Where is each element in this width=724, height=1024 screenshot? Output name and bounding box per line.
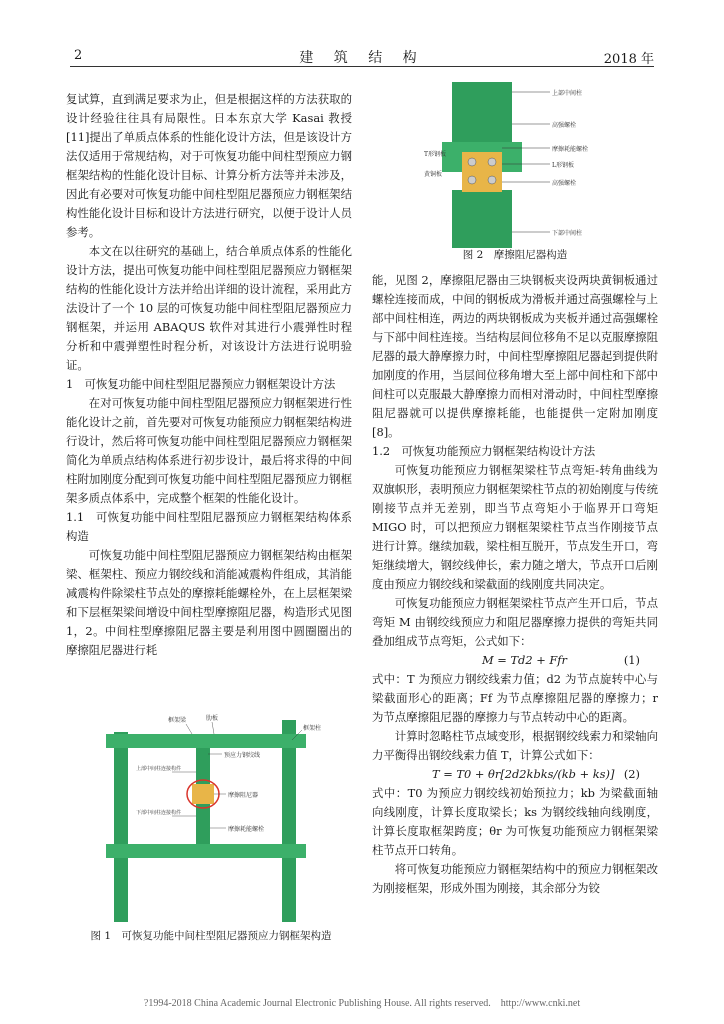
equation-1-number: (1) xyxy=(623,653,640,667)
equation-2-number: (2) xyxy=(623,767,640,781)
journal-title: 建 筑 结 构 xyxy=(299,50,425,66)
label-friction-bolt: 摩擦耗能螺栓 xyxy=(552,146,589,153)
year: 2018 年 xyxy=(603,52,654,67)
label-lower-column: 下部中间柱 xyxy=(552,230,583,237)
section-heading-1: 1 可恢复功能中间柱型阻尼器预应力钢框架设计方法 xyxy=(66,377,336,391)
friction-damper xyxy=(192,784,214,804)
paragraph: 将可恢复功能预应力钢框架结构中的预应力钢框架改为刚接框架，形成外围为刚接，其余部分为铰 xyxy=(372,862,658,895)
label-lower-connector: 下部中间柱连接构件 xyxy=(136,810,182,816)
label-high-strength-bolt-2: 高强螺栓 xyxy=(552,180,577,187)
top-beam xyxy=(106,734,306,748)
equation-1-body: M = Td2 + Ffr xyxy=(482,653,567,667)
bottom-beam xyxy=(106,844,306,858)
bolt xyxy=(488,176,496,184)
page-number: 2 xyxy=(74,48,83,63)
label-high-strength-bolt: 高强螺栓 xyxy=(552,122,577,129)
page-header xyxy=(70,44,654,66)
label-upper-column: 上部中间柱 xyxy=(552,90,583,97)
section-heading-1-2: 1.2 可恢复功能预应力钢框架结构设计方法 xyxy=(372,444,596,458)
label-prestressed-strand: 预应力钢绞线 xyxy=(224,752,261,759)
bolt xyxy=(468,176,476,184)
label-brass-plate: 黄铜板 xyxy=(424,171,443,178)
brass-plate xyxy=(462,152,502,192)
label-upper-connector: 上部中间柱连接构件 xyxy=(136,766,182,772)
paragraph: 计算时忽略柱节点域变形，根据钢绞线索力和梁轴向力平衡得出钢绞线索力值 T，计算公式如下： xyxy=(372,729,658,762)
label-friction-bolt: 摩擦耗能螺栓 xyxy=(228,826,265,833)
paragraph: 本文在以往研究的基础上，结合单质点体系的性能化设计方法，提出可恢复功能中间柱型阻尼器预应力钢框架结构的性能化设计方法并给出详细的设计流程，采用此方法设计了一个 10 层的可恢复功能中间柱型阻尼器预应力钢框架，并运用 ABAQUS 软件对其进行小震弹性时程分析和中震弹塑性时程分析，对该设计方法进行说明验证。 xyxy=(66,244,352,372)
paragraph: 可恢复功能预应力钢框架梁柱节点弯矩-转角曲线为双旗帜形，表明预应力钢框架梁柱节点的初始刚度与传统刚接节点并无差别，即当节点弯矩小于临界开口弯矩 MIGO 时，可以把预应力钢框架梁柱节点当作刚接节点进行计算。继续加载，梁柱相互脱开，节点发生开口，弯矩继续增大，钢绞线伸长，索力随之增大，节点开口后刚度由预应力钢绞线和梁截面的线刚度共同决定。 xyxy=(372,463,658,591)
label-frame-column: 框架柱 xyxy=(303,725,322,732)
label-friction-damper: 摩擦阻尼器 xyxy=(228,792,259,799)
copyright-footer: ?1994-2018 China Academic Journal Electronic Publishing House. All rights reserved. http://www.cnki.net xyxy=(143,998,581,1009)
paragraph: 可恢复功能中间柱型阻尼器预应力钢框架结构由框架梁、框架柱、预应力钢绞线和消能减震构件组成，其消能减震构件除梁柱节点处的摩擦耗能螺栓外，在上层框架梁和下层框架梁间增设中间柱型摩擦阻尼器，构造形式见图 1，2。中间柱型摩擦阻尼器主要是利用图中圆圈圈出的摩擦阻尼器进行耗 xyxy=(66,548,352,657)
label-l-plate: L形钢板 xyxy=(552,162,574,169)
paragraph: 可恢复功能预应力钢框架梁柱节点产生开口后，节点弯矩 M 由钢绞线预应力和阻尼器摩擦力提供的弯矩共同叠加组成节点弯矩，公式如下： xyxy=(372,596,658,648)
left-column xyxy=(66,90,352,660)
bolt xyxy=(488,158,496,166)
section-heading-1-1: 1.1 可恢复功能中间柱型阻尼器预应力钢框架结构体系构造 xyxy=(66,510,352,543)
left-frame-column xyxy=(114,732,128,922)
label-rib-plate: 肋板 xyxy=(206,715,219,722)
equation-2-body: T = T0 + θr[2d2kbks/(kb + ks)] xyxy=(432,767,615,781)
paragraph: 在对可恢复功能中间柱型阻尼器预应力钢框架进行性能化设计之前，首先要对可恢复功能预应力钢框架结构进行设计，然后将可恢复功能中间柱型阻尼器预应力钢框架简化为单质点结构体系进行初步设计，最后将求得的中间柱附加刚度分配到可恢复功能中间柱型阻尼器预应力钢框架多质点体系中，完成整个框架的性能化设计。 xyxy=(66,396,352,505)
header-rule xyxy=(70,66,654,67)
paragraph: 能，见图 2，摩擦阻尼器由三块钢板夹设两块黄铜板通过螺栓连接而成，中间的钢板成为滑板并通过高强螺栓与上部中间柱相连，两边的两块钢板成为夹板并通过高强螺栓与下部中间柱连接。当结构层间位移角不足以克服摩擦阻尼器的最大静摩擦力时，中间柱型摩擦阻尼器起到提供附加刚度的作用，当层间位移角增大至上部中间柱和下部中间柱可以克服最大静摩擦力而相对滑动时，中间柱型摩擦阻尼器就可以提供摩擦耗能，也能提供一定附加刚度[8]。 xyxy=(372,273,658,439)
label-t-plate: T形钢板 xyxy=(424,151,447,158)
equation-2 xyxy=(372,765,658,784)
figure-2-caption: 图 2 摩擦阻尼器构造 xyxy=(462,249,568,261)
right-frame-column xyxy=(282,720,296,922)
upper-column xyxy=(452,82,512,152)
equation-1 xyxy=(372,651,658,670)
figure-1-frame-diagram xyxy=(96,712,330,927)
paragraph: 式中：T 为预应力钢绞线索力值；d2 为节点旋转中心与梁截面形心的距离；Ff 为节点摩擦阻尼器的摩擦力；r 为节点摩擦阻尼器的摩擦力与节点转动中心的距离。 xyxy=(372,672,658,724)
paragraph: 复试算，直到满足要求为止，但是根据这样的方法获取的设计经验往往具有局限性。日本东京大学 Kasai 教授[11]提出了单质点体系的性能化设计方法，但是该设计方法仅适用于常规结构，对于可恢复功能中间柱型预应力钢框架结构的性能化设计目标、计算分析方法等并未涉及，因此有必要对可恢复功能中间柱型阻尼器预应力钢框架结构性能化设计目标和设计方法进行研究，以便于设计人员参考。 xyxy=(66,92,352,239)
label-frame-beam: 框架梁 xyxy=(168,717,187,724)
figure-1-caption: 图 1 可恢复功能中间柱型阻尼器预应力钢框架构造 xyxy=(90,930,332,942)
right-column xyxy=(372,271,658,898)
bolt xyxy=(468,158,476,166)
lower-column xyxy=(452,190,512,248)
upper-middle-column xyxy=(196,748,210,784)
paragraph: 式中：T0 为预应力钢绞线初始预拉力；kb 为梁截面轴向线刚度，计算长度取梁长；ks 为钢绞线轴向线刚度，计算长度取框架跨度；θr 为可恢复功能预应力钢框架梁柱节点开口转角。 xyxy=(372,786,658,857)
figure-2-damper-diagram xyxy=(422,82,602,248)
lower-middle-column xyxy=(196,804,210,844)
